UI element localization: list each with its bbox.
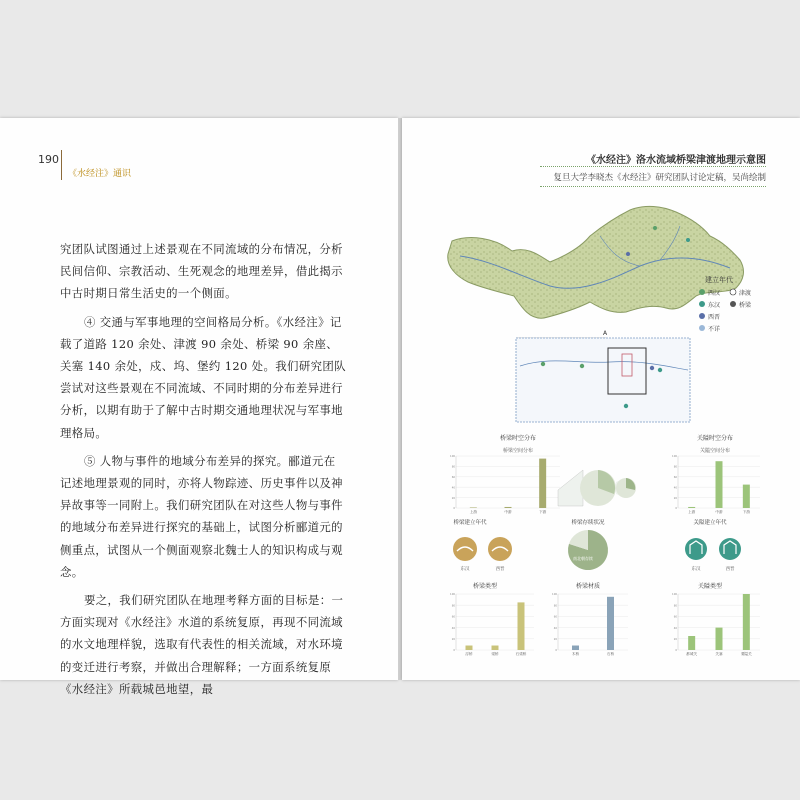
pass-dist-subtitle: 关隘空间分布 — [699, 448, 731, 454]
bridge-material-title: 桥梁材质 — [575, 583, 601, 590]
tick-label: 20 — [451, 496, 455, 500]
bar — [518, 602, 525, 650]
bridge-dist-chart — [450, 454, 560, 514]
paragraph-1: 究团队试图通过上述景观在不同流域的分布情况，分析民间信仰、宗教活动、生死观念的地理差异，借此揭示中古时期日常生活史的一个侧面。 — [60, 242, 343, 301]
running-head: 《水经注》通识 — [68, 169, 132, 179]
pass-dist-title: 关隘时空分布 — [696, 435, 734, 442]
legend-label: 西晋 — [708, 314, 721, 321]
tick-label: 20 — [451, 638, 455, 641]
inset-label: A — [603, 330, 608, 337]
legend-swatch — [699, 313, 705, 319]
legend-swatch — [699, 289, 705, 295]
figure-credit: 复旦大学李晓杰《水经注》研究团队讨论定稿，吴尚绘制 — [553, 173, 766, 183]
tick-label: 0 — [675, 507, 677, 511]
category-label: 要隘关 — [740, 652, 752, 656]
paragraph-2: ④ 交通与军事地理的空间格局分析。《水经注》记载了道路 120 余处、津渡 90 余处、桥梁 90 余座、关塞 140 余处，戍、坞、堡约 120 处。我们研究团队尝试对这些景观在不同流域、不同时期的分布差异进行分析，以期有助于了解中古时期交通地理状况与军事地理格局。 — [60, 314, 346, 440]
tick-label: 100 — [672, 593, 677, 597]
tick-label: 80 — [673, 604, 677, 608]
icon-label: 西晋 — [495, 567, 505, 572]
category-label: 都城关 — [686, 652, 698, 656]
tick-label: 100 — [552, 593, 557, 597]
bar — [688, 507, 695, 508]
category-label: 中游 — [504, 510, 512, 514]
tick-label: 80 — [451, 604, 455, 608]
inset-map-frame — [516, 338, 690, 422]
category-label: 石梁桥 — [515, 652, 527, 656]
category-label: 浮桥 — [465, 652, 473, 656]
tick-label: 80 — [673, 465, 677, 469]
legend-type: 桥梁 — [739, 302, 752, 309]
inset-site — [624, 404, 628, 408]
legend-label: 西汉 — [708, 290, 721, 297]
credit-rule — [540, 186, 766, 188]
site-marker — [653, 226, 657, 230]
tick-label: 40 — [451, 486, 455, 490]
legend-type: 津渡 — [739, 290, 752, 297]
tick-label: 40 — [673, 486, 677, 490]
bar — [743, 485, 750, 508]
category-label: 下游 — [539, 510, 547, 514]
bar — [743, 594, 750, 650]
category-label: 中游 — [715, 510, 723, 514]
inset-site — [658, 368, 662, 372]
tick-label: 0 — [453, 507, 455, 511]
pass-dist-chart — [672, 454, 760, 514]
basin-outline — [448, 206, 744, 318]
site-marker — [686, 238, 690, 242]
pass-type-chart — [672, 592, 760, 656]
legend-swatch — [699, 301, 705, 307]
tick-label: 40 — [451, 626, 455, 630]
bridge-year-icon — [488, 537, 512, 561]
category-label: 石桥 — [606, 652, 615, 656]
paragraph-4: 要之，我们研究团队在地理考释方面的目标是：一方面实现对《水经注》水道的系统复原，再现不同流域的水文地理样貌，选取有代表性的相关流域，对水环境的变迁进行考察，并做出合理解释；一方面系统复原《水经注》所载城邑地望，最 — [60, 593, 344, 696]
inset-site — [580, 364, 584, 368]
bridge-survival-pie — [568, 530, 608, 570]
bridge-type-chart — [450, 592, 534, 656]
bar — [688, 636, 695, 650]
zoom-pie-slice — [626, 478, 635, 490]
tick-label: 60 — [553, 615, 557, 619]
tick-label: 0 — [453, 649, 455, 653]
tick-label: 60 — [673, 615, 677, 619]
category-label: 梁桥 — [491, 652, 499, 656]
tick-label: 20 — [553, 638, 557, 641]
inset-site — [541, 362, 545, 366]
ferry-icon — [730, 289, 736, 295]
bridge-year-icon — [453, 537, 477, 561]
page-number: 190 — [38, 153, 59, 166]
bar — [716, 461, 723, 508]
tick-label: 20 — [673, 496, 677, 500]
bar — [466, 646, 473, 650]
bridge-type-title: 桥梁类型 — [472, 583, 498, 590]
legend-label: 不详 — [708, 326, 721, 333]
pie-slice-label: 南北朝存续 — [573, 556, 593, 561]
category-label: 下游 — [742, 510, 750, 514]
bar — [607, 597, 614, 650]
legend-title: 建立年代 — [705, 276, 733, 284]
tick-label: 60 — [451, 615, 455, 619]
tick-label: 100 — [450, 593, 455, 597]
bridge-dist-subtitle: 桥梁空间分布 — [502, 448, 534, 454]
body-text — [60, 238, 346, 700]
legend-swatch — [699, 325, 705, 331]
tick-label: 0 — [675, 649, 677, 653]
bar — [716, 628, 723, 650]
site-marker — [626, 252, 630, 256]
tick-label: 100 — [450, 455, 455, 459]
legend-label: 东汉 — [708, 302, 721, 309]
tick-label: 60 — [451, 476, 455, 479]
bar — [572, 646, 579, 650]
paragraph-3: ⑤ 人物与事件的地域分布差异的探究。郦道元在记述地理景观的同时，亦将人物踪迹、历史事件以及神异故事等一同附上。我们研究团队在对这些人物与事件的地域分布差异进行探究的基础上，试图分析郦道元的侧重点，试图从一个侧面观察北魏士人的知识构成与观念。 — [60, 453, 343, 579]
bar — [492, 646, 499, 650]
tick-label: 40 — [673, 626, 677, 630]
figure-title: 《水经注》洛水流域桥梁津渡地理示意图 — [586, 155, 766, 166]
icon-label: 西晋 — [725, 567, 735, 572]
bridge-dist-title: 桥梁时空分布 — [499, 435, 537, 442]
basin-map — [440, 196, 770, 431]
header-divider — [61, 150, 62, 180]
category-label: 关塞 — [715, 652, 723, 656]
bridge-year-title: 桥梁建立年代 — [453, 520, 487, 526]
icon-label: 东汉 — [460, 567, 470, 572]
bar — [470, 507, 477, 508]
zoom-connector — [558, 470, 583, 506]
category-label: 木桥 — [571, 652, 580, 656]
tick-label: 80 — [553, 604, 557, 608]
pass-type-title: 关隘类型 — [697, 583, 723, 590]
tick-label: 80 — [451, 465, 455, 469]
category-label: 上游 — [469, 510, 477, 514]
tick-label: 100 — [672, 455, 677, 459]
bar — [539, 459, 546, 508]
bar — [505, 507, 512, 508]
category-label: 上游 — [688, 510, 696, 514]
bridge-material-chart — [552, 592, 628, 656]
bridge-survival-title: 桥梁存续状况 — [571, 520, 605, 526]
title-rule — [540, 166, 766, 168]
icon-label: 东汉 — [691, 567, 701, 572]
charts-area — [440, 432, 770, 660]
inset-site — [650, 366, 654, 370]
tick-label: 40 — [553, 626, 557, 630]
pass-year-title: 关隘建立年代 — [693, 520, 727, 526]
tick-label: 20 — [673, 638, 677, 641]
bridge-icon — [730, 301, 736, 307]
tick-label: 0 — [555, 649, 557, 653]
tick-label: 60 — [673, 476, 677, 479]
